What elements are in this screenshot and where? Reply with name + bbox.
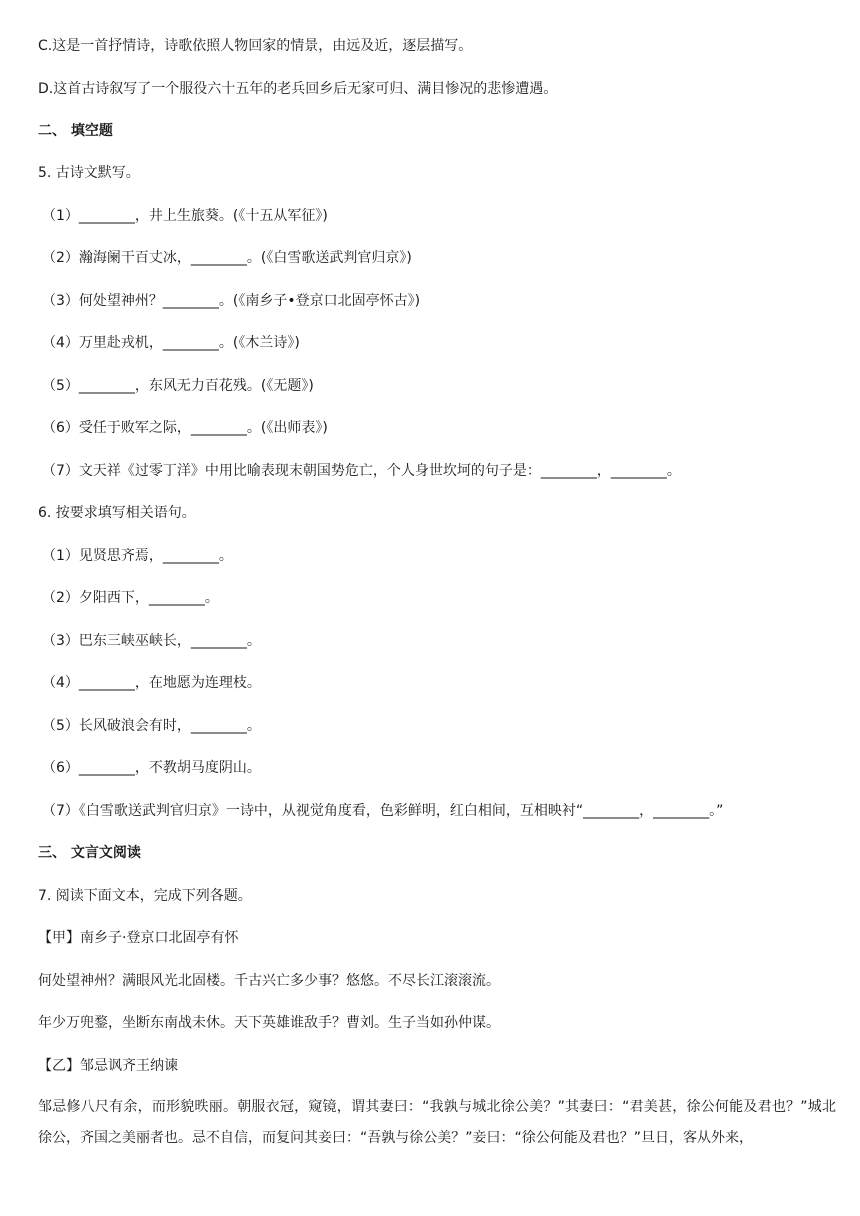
option-d: D.这首古诗叙写了一个服役六十五年的老兵回乡后无家可归、满目惨况的悲惨遭遇。 (38, 81, 558, 97)
q6-item-1: （1）见贤思齐焉，________。 (42, 548, 233, 564)
q5-item-2: （2）瀚海阑干百丈冰，________。(《白雪歌送武判官归京》) (42, 250, 412, 266)
question-6-title: 6. 按要求填写相关语句。 (38, 505, 196, 521)
q5-item-3: （3）何处望神州？________。(《南乡子•登京口北固亭怀古》) (42, 293, 421, 309)
section-heading-classical-reading: 三、 文言文阅读 (38, 845, 141, 861)
q5-item-4: （4）万里赴戎机，________。(《木兰诗》) (42, 335, 300, 351)
q6-item-7: （7）《白雪歌送武判官归京》一诗中，从视觉角度看，色彩鲜明，红白相间，互相映衬“________，________。” (42, 803, 724, 819)
option-c: C.这是一首抒情诗，诗歌依照人物回家的情景，由远及近，逐层描写。 (38, 38, 473, 54)
question-5-title: 5. 古诗文默写。 (38, 165, 140, 181)
q5-item-1: （1）________，井上生旅葵。(《十五从军征》) (42, 208, 328, 224)
text-jia-title: 【甲】南乡子·登京口北固亭有怀 (38, 930, 239, 946)
section-heading-fill-in: 二、 填空题 (38, 123, 113, 139)
text-jia-line-1: 何处望神州？满眼风光北固楼。千古兴亡多少事？悠悠。不尽长江滚滚流。 (38, 973, 500, 989)
q5-item-5: （5）________，东风无力百花残。(《无题》) (42, 378, 314, 394)
q6-item-6: （6）________，不教胡马度阴山。 (42, 760, 261, 776)
q5-item-7: （7）文天祥《过零丁洋》中用比喻表现末朝国势危亡，个人身世坎坷的句子是：________，________。 (42, 463, 681, 479)
q6-item-3: （3）巴东三峡巫峡长，________。 (42, 633, 261, 649)
q6-item-4: （4）________，在地愿为连理枝。 (42, 675, 261, 691)
text-jia-line-2: 年少万兜鍪，坐断东南战未休。天下英雄谁敌手？曹刘。生子当如孙仲谋。 (38, 1015, 500, 1031)
text-yi-paragraph: 邹忌修八尺有余，而形貌昳丽。朝服衣冠，窥镜，谓其妻曰：“我孰与城北徐公美？”其妻曰：“君美甚，徐公何能及君也？”城北徐公，齐国之美丽者也。忌不自信，而复问其妾曰：“吾孰与徐公美？”妾曰：“徐公何能及君也？”旦日，客从外来， (38, 1099, 836, 1146)
question-7-title: 7. 阅读下面文本，完成下列各题。 (38, 888, 252, 904)
q6-item-2: （2）夕阳西下，________。 (42, 590, 219, 606)
q6-item-5: （5）长风破浪会有时，________。 (42, 718, 261, 734)
q5-item-6: （6）受任于败军之际，________。(《出师表》) (42, 420, 328, 436)
text-yi-title: 【乙】邹忌讽齐王纳谏 (38, 1058, 178, 1074)
